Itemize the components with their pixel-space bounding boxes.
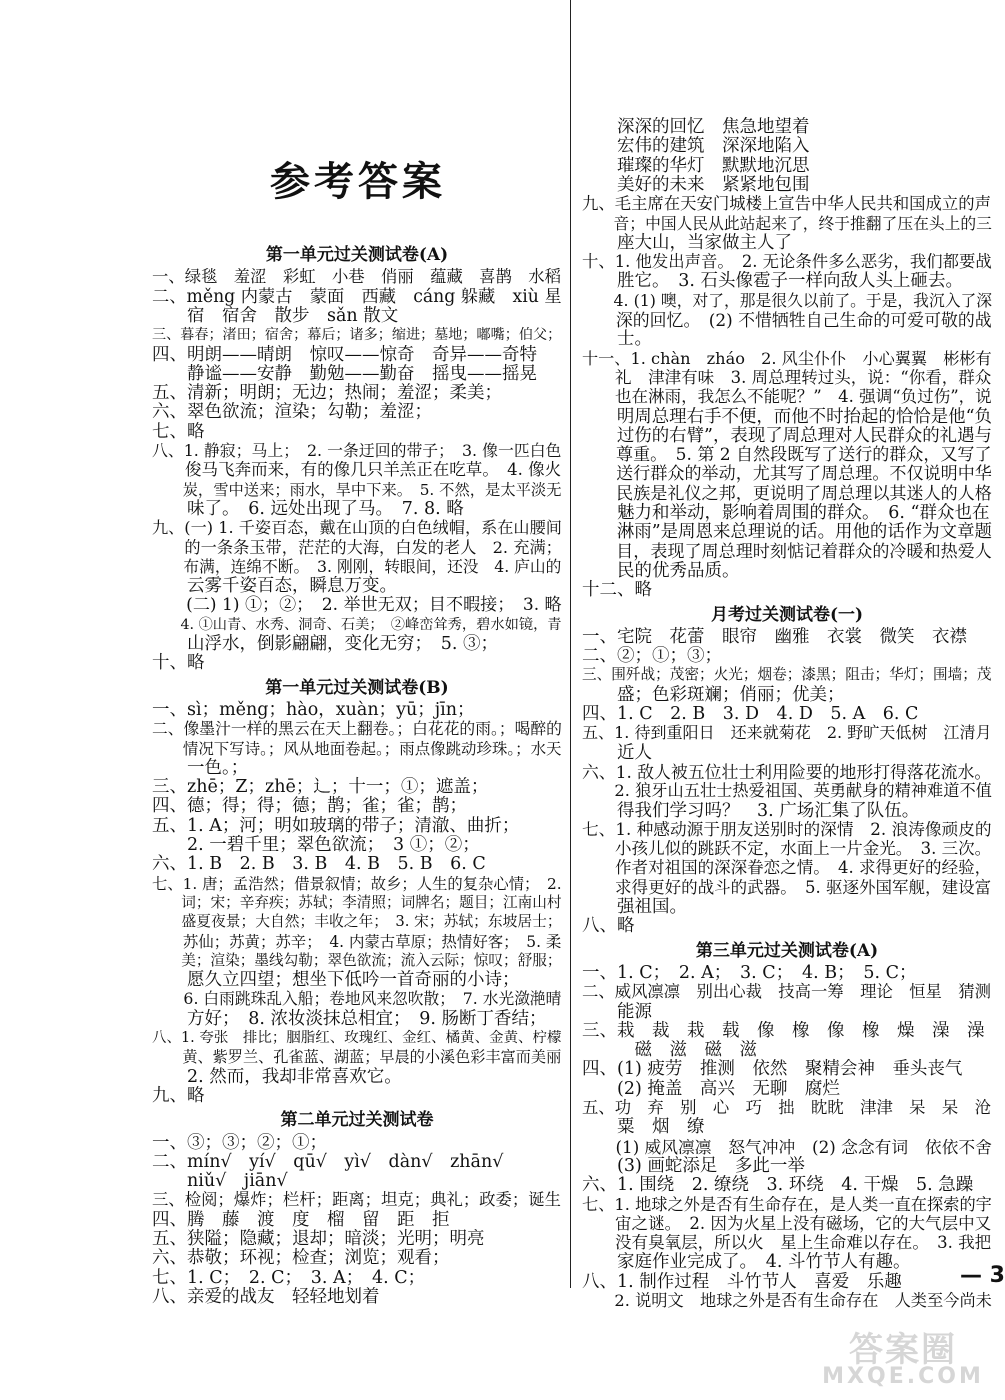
answer-line: 八、略 [582,916,635,937]
answer-line: (二) 1) ①；②； 2. 举世无双；目不暇接； 3. 略 [152,595,562,616]
answer-line: 二、mín√ yí√ qū√ yì√ dàn√ zhān√ [152,1151,504,1172]
answer-line: 八、1. 夸张 排比；胭脂红、玫瑰红、金红、橘黄、金黄、柠檬 [152,1030,562,1046]
answer-line: 粟 烟 缭 [582,1117,705,1138]
answer-line: 一色。； [152,757,249,778]
answer-line: 一、宅院 花蕾 眼帘 幽雅 衣裳 微笑 衣襟 [582,626,967,647]
column-divider [570,0,571,1288]
answer-line: niǔ√ jiān√ [152,1171,288,1192]
answer-line: 作者对祖国的深深眷恋之情。 4. 求得更好的经验， [582,858,992,878]
answer-line: 4. (1) 噢，对了，那是很久以前了。于是，我沉入了深 [582,290,993,310]
answer-line: 民的优秀品质。 [582,560,740,581]
answer-line: 五、1. 待到重阳日 还来就菊花 2. 野旷天低树 江清月 [582,723,992,743]
answer-line: 山浮水，倒影翩翩，变化无穷； 5. ③； [152,634,499,654]
answer-line: 6. 白雨跳珠乱入船；卷地风来忽吹散； 7. 水光潋滟晴 [152,989,562,1009]
answer-line: 尊重。 5. 第 2 自然段既写了送行的群众，又写了 [582,445,992,466]
answer-line: 六、1. B 2. B 3. B 4. B 5. B 6. C [152,854,486,875]
section-heading: 第二单元过关测试卷 [280,1110,434,1131]
answer-line: 三、暮春；渚田；宿舍；幕后；诸多；缩进；墓地；嘟嘴；伯父； [152,327,562,344]
answer-line: 六、1. 围绕 2. 缭绕 3. 环绕 4. 干燥 5. 急躁 [582,1175,974,1196]
answer-line: 礼 津津有味 3. 周总理转过头，说：“你看，群众 [582,367,992,387]
page-number: — 3 [960,1263,1005,1288]
section-heading: 第一单元过关测试卷(B) [265,677,449,698]
answer-line: 小孩儿似的跳跃不定，水面上一片金光。 3. 三次。 [582,839,992,859]
answer-line: 近人 [582,742,652,763]
answer-line: 士。 [582,329,652,350]
answer-line: 磁 滋 磁 滋 [582,1040,757,1061]
answer-line: 没有臭氧层，所以火 星上生命难以存在。 3. 我把 [582,1233,992,1253]
answer-line: 十、略 [152,653,205,674]
watermark-sub-text: MXQE.COM [822,1364,984,1389]
answer-line: 八、1. 制作过程 斗竹节人 喜爱 乐趣 [582,1271,902,1292]
answer-line: 九、略 [152,1085,205,1106]
answer-line: 一、sì；měng；hào，xuàn；yū；jīn； [152,699,475,720]
page-title: 参考答案 [270,158,446,205]
answer-line: 黄、紫罗兰、孔雀蓝、湖蓝；早晨的小溪色彩丰富而美丽 [152,1048,562,1067]
answer-line: 愿久立四望；想坐下低吟一首奇丽的小诗； [152,970,520,991]
answer-line: 美；渲染；墨线勾勒；翠色欲流；流入云际；惊叹；舒服； [152,951,562,969]
answer-line: 座大山，当家做主人了 [582,232,792,253]
answer-line: 六、恭敬；环视；检查；浏览；观看； [152,1248,450,1269]
answer-line: 二、②；①；③； [582,646,722,667]
answer-line: 四、德；得；得；德；鹊；雀；雀；鹊； [152,796,467,817]
answer-line: 六、1. 敌人被五位壮士利用险要的地形打得落花流水。 [582,761,992,782]
answer-line: 十、1. 他发出声音。 2. 无论条件多么恶劣，我们都要战 [582,252,992,272]
answer-line: 十一、1. chàn zháo 2. 风尘仆仆 小心翼翼 彬彬有 [582,348,992,368]
answer-line: 2. 一碧千里；翠色欲流； 3 ①；②； [152,835,480,855]
section-heading: 月考过关测试卷(一) [710,604,864,625]
answer-line: 深的回忆。 (2) 不惜牺牲自己生命的可爱可敬的战 [582,310,992,330]
answer-line: 五、功 弃 别 心 巧 拙 眈眈 津津 呆 呆 沧 [582,1098,991,1117]
answer-line: 八、亲爱的战友 轻轻地划着 [152,1286,380,1307]
section-heading: 第三单元过关测试卷(A) [695,940,879,961]
watermark-main-text: 答案圈 [849,1330,957,1370]
answer-line: 四、(1) 疲劳 推测 依然 聚精会神 垂头丧气 [582,1059,963,1080]
answer-line: 三、围歼战；茂密；火光；烟卷；漆黑；阻击；华灯；围墙；茂 [582,666,992,684]
answer-line: 三、栽 裁 栽 载 像 橡 像 橡 燥 澡 澡 [582,1020,985,1041]
answer-line: 强祖国。 [582,897,687,917]
watermark-logo [812,1318,994,1396]
answer-line: 过伤的右臂”，表现了周总理对人民群众的礼遇与 [582,425,992,446]
answer-line: 2. 狼牙山五壮士热爱祖国、英勇献身的精神难道不值 [582,781,992,801]
answer-line: 苏仙；苏黄；苏辛； 4. 内蒙古草原；热情好客； 5. 柔 [152,932,562,951]
answer-line: 魅力和举动，影响着周围的群众。 6. “群众也在 [582,503,990,523]
answer-line: 俊马飞奔而来，有的像几只羊羔正在吃草。 4. 像火 [152,460,562,480]
answer-line: 宿 宿舍 散步 sǎn 散文 [152,305,399,326]
answer-line: 七、1. C； 2. C； 3. A； 4. C； [152,1267,426,1288]
answer-line: 的一条条玉带，茫茫的大海，白发的老人 2. 充满； [152,537,562,557]
answer-line: 词；宋；辛弃疾；苏轼；李清照；词牌名；题目；江南山村 [152,893,562,911]
answer-line: 七、1. 地球之外是否有生命存在，是人类一直在探索的宇 [582,1194,992,1214]
answer-line: 能源 [582,1001,652,1022]
answer-line: 美好的未来 紧紧地包围 [582,174,810,195]
answer-line: 宏伟的建筑 深深地陷入 [582,136,810,157]
answer-line: 五、狭隘；隐藏；退却；暗淡；光明；明亮 [152,1229,485,1249]
answer-line: 民族是礼仪之邦，更说明了周总理以其迷人的人格 [582,483,992,504]
answer-line: 七、1. 种感动源于朋友送别时的深情 2. 浪涛像顽皮的 [582,819,992,839]
answer-line: 一、③；③；②；①； [152,1132,327,1153]
answer-line: 五、清新；明朗；无边；热闹；羞涩；柔美； [152,383,502,404]
answer-line: 布满，连绵不断。 3. 刚刚，转眼间，还没 4. 庐山的 [152,556,562,576]
answer-line: 五、1. A；河；明如玻璃的带子；清澈、曲折； [152,815,520,836]
answer-line: 七、略 [152,421,205,442]
answer-line: 4. ①山青、水秀、洞奇、石美； ②峰峦耸秀，碧水如镜，青 [152,616,562,633]
answer-line: 十二、略 [582,580,652,601]
answer-line: 静谧——安静 勤勉——勤奋 摇曳——摇晃 [152,363,537,384]
answer-line: 二、像墨汁一样的黑云在天上翻卷。；白花花的雨。；喝醉的 [152,719,562,739]
answer-line: 云雾千姿百态，瞬息万变。 [152,576,397,597]
answer-line: 2. 说明文 地球之外是否有生命存在 人类至今尚未 [582,1291,992,1310]
answer-line: 八、1. 静寂；马上； 2. 一条迂回的带子； 3. 像一匹白色 [152,441,562,460]
answer-line: 味了。 6. 远处出现了马。 7. 8. 略 [152,498,464,519]
answer-line: 深深的回忆 焦急地望着 [582,117,810,137]
answer-line: (1) 威风凛凛 怒气冲冲 (2) 念念有词 依依不舍 [582,1136,992,1157]
answer-line: 一、绿毯 羞涩 彩虹 小巷 俏丽 蕴藏 喜鹊 水稻 [152,267,561,287]
answer-line: 2. 然而，我却非常喜欢它。 [152,1066,402,1087]
answer-line: 三、检阅；爆炸；栏杆；距离；坦克；典礼；政委；诞生 [152,1190,561,1210]
answer-line: (2) 掩盖 高兴 无聊 腐烂 [582,1078,840,1099]
answer-line: 璀璨的华灯 默默地沉思 [582,155,810,176]
answer-line: 得我们学习吗？ 3. 广场汇集了队伍。 [582,800,920,821]
answer-line: 宙之谜。 2. 因为火星上没有磁场，它的大气层中又 [582,1213,992,1233]
answer-line: 明周总理右手不便，而他不时抬起的恰恰是他“负 [582,406,992,427]
answer-line: 淋雨”是周恩来总理说的话。用他的话作为文章题 [582,522,992,543]
answer-line: 求得更好的战斗的武器。 5. 驱逐外国军舰，建设富 [582,877,992,897]
answer-line: 四、1. C 2. B 3. D 4. D 5. A 6. C [582,704,919,724]
answer-line: 炭，雪中送来；雨水，旱中下来。 5. 不然，是太平淡无 [152,480,562,499]
answer-line: 四、腾 藤 渡 度 榴 留 距 拒 [152,1209,450,1230]
answer-line: 九、(一) 1. 千姿百态，戴在山顶的白色绒帽，系在山腰间 [152,518,562,538]
answer-line: 也在淋雨，我怎么不能呢？” 4. 强调“负过伤”，说 [582,387,992,407]
answer-line: 目，表现了周总理时刻惦记着群众的冷暖和热爱人 [582,541,992,562]
answer-line: 一、1. C； 2. A； 3. C； 4. B； 5. C； [582,962,917,983]
answer-line: 四、明朗——晴朗 惊叹——惊奇 奇异——奇特 [152,344,537,365]
answer-line: 七、1. 唐；孟浩然；借景叙情；故乡；人生的复杂心情； 2. [152,874,562,893]
answer-line: 情况下写诗。；风从地面卷起。；雨点像跳动珍珠。；水天 [152,739,562,758]
answer-line: 九、毛主席在天安门城楼上宣告中华人民共和国成立的声 [582,194,991,214]
answer-line: 音；中国人民从此站起来了，终于推翻了压在头上的三 [582,213,992,233]
answer-line: 送行群众的举动，尤其写了周总理。不仅说明中华 [582,464,992,485]
answer-line: 盛；色彩斑斓；俏丽；优美； [582,684,845,705]
answer-line: (3) 画蛇添足 多此一举 [582,1155,805,1176]
answer-line: 三、zhē；Z；zhē；辶；十一；①；遮盖； [152,777,489,798]
answer-line: 盛夏夜景；大自然；丰收之年； 3. 宋；苏轼；东坡居士； [152,913,562,931]
answer-line: 二、měng 内蒙古 蒙面 西藏 cáng 躲藏 xiù 星 [152,286,562,307]
answer-line: 家庭作业完成了。 4. 斗竹节人有趣。 [582,1252,911,1273]
answer-line: 二、威风凛凛 别出心裁 技高一筹 理论 恒星 猜测 [582,982,991,1002]
answer-line: 胜它。 3. 石头像雹子一样向敌人头上砸去。 [582,271,964,292]
answer-line: 六、翠色欲流；渲染；勾勒；羞涩； [152,402,432,423]
answer-line: 方好； 8. 浓妆淡抹总相宜； 9. 肠断丁香结； [152,1008,547,1029]
section-heading: 第一单元过关测试卷(A) [265,245,449,265]
